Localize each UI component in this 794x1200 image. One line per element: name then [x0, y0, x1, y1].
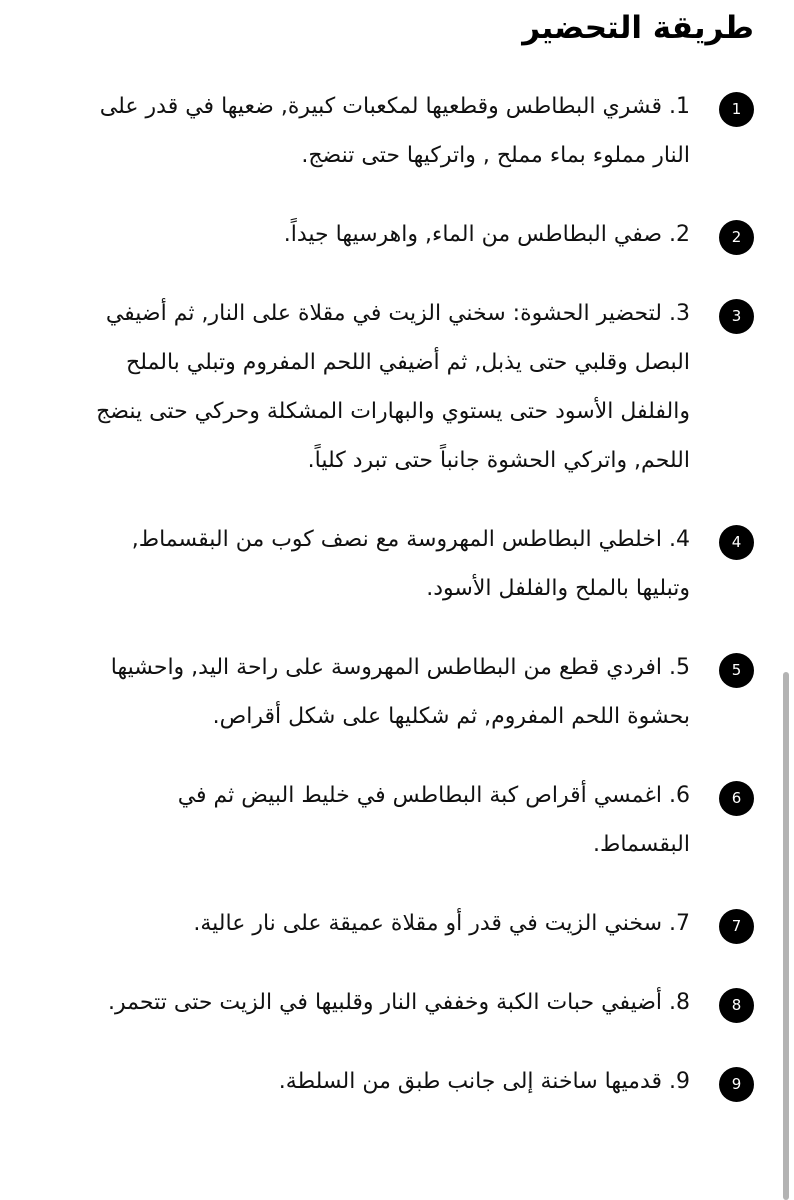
step-number-badge: 8	[719, 988, 754, 1023]
step-item	[94, 978, 754, 1027]
step-number-badge: 5	[719, 653, 754, 688]
step-number-badge: 1	[719, 92, 754, 127]
step-item	[94, 899, 754, 948]
steps-list	[94, 82, 754, 1136]
step-item	[94, 1057, 754, 1106]
step-text: 2. صفي البطاطس من الماء, واهرسيها جيداً.	[283, 222, 690, 247]
step-item	[94, 515, 754, 613]
scrollbar-thumb[interactable]	[783, 672, 789, 1200]
step-text: 7. سخني الزيت في قدر أو مقلاة عميقة على نار عالية.	[193, 911, 690, 936]
step-number-badge: 2	[719, 220, 754, 255]
step-text: 3. لتحضير الحشوة: سخني الزيت في مقلاة على النار, ثم أضيفي البصل وقلبي حتى يذبل, ثم أضيفي اللحم المفروم وتبلي بالملح والفلفل الأسود حتى يستوي والبهارات المشكلة وحركي حتى ينضج اللحم, واتركي الحشوة جانباً حتى تبرد كلياً.	[96, 301, 690, 473]
step-item	[94, 210, 754, 259]
page-title: طريقة التحضير	[522, 10, 754, 46]
step-number-badge: 7	[719, 909, 754, 944]
step-item	[94, 771, 754, 869]
step-number-badge: 3	[719, 299, 754, 334]
step-text: 5. افردي قطع من البطاطس المهروسة على راحة اليد, واحشيها بحشوة اللحم المفروم, ثم شكليها على شكل أقراص.	[110, 655, 690, 729]
step-number-badge: 4	[719, 525, 754, 560]
step-item	[94, 82, 754, 180]
vertical-scrollbar[interactable]	[782, 672, 789, 1200]
step-text: 4. اخلطي البطاطس المهروسة مع نصف كوب من البقسماط, وتبليها بالملح والفلفل الأسود.	[131, 527, 690, 601]
step-number-badge: 9	[719, 1067, 754, 1102]
step-number-badge: 6	[719, 781, 754, 816]
step-item	[94, 643, 754, 741]
step-item	[94, 289, 754, 485]
step-text: 1. قشري البطاطس وقطعيها لمكعبات كبيرة, ضعيها في قدر على النار مملوء بماء مملح , واتركيها حتى تنضج.	[99, 94, 690, 168]
step-text: 6. اغمسي أقراص كبة البطاطس في خليط البيض ثم في البقسماط.	[177, 783, 690, 857]
step-text: 8. أضيفي حبات الكبة وخففي النار وقلبيها في الزيت حتى تتحمر.	[108, 990, 690, 1015]
step-text: 9. قدميها ساخنة إلى جانب طبق من السلطة.	[278, 1069, 690, 1094]
